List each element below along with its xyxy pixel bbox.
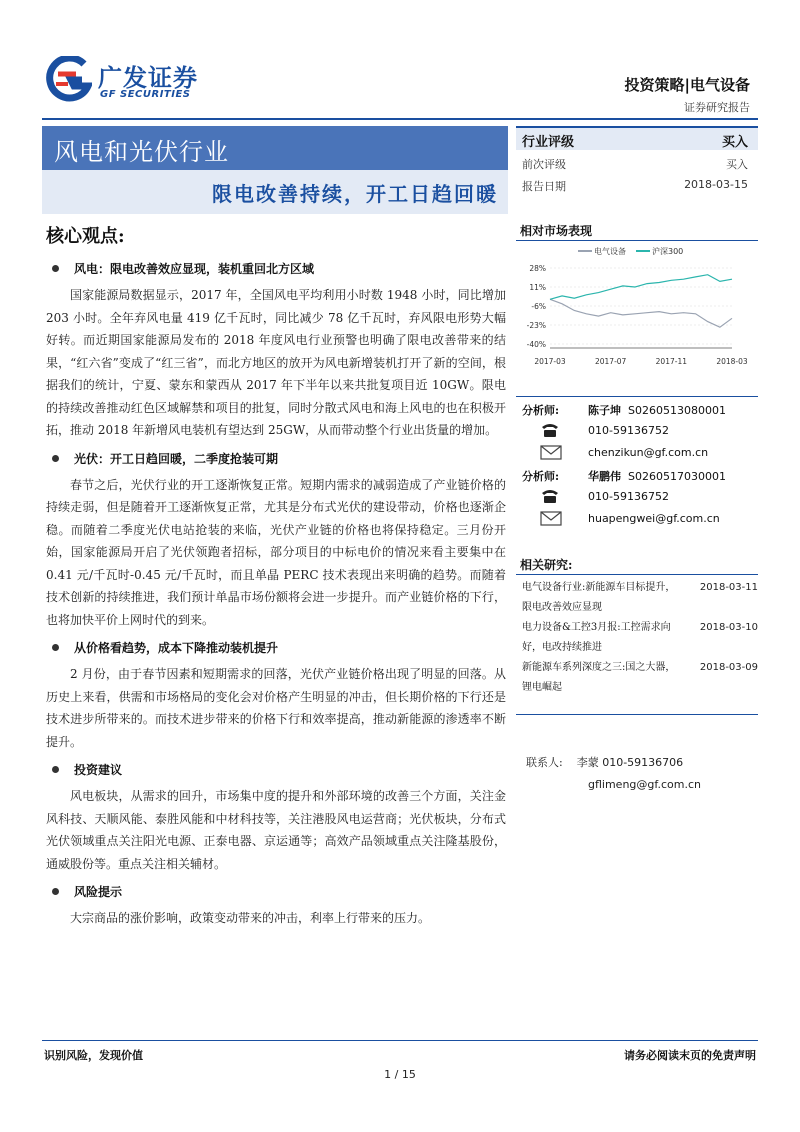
- related-heading-rule: [516, 574, 758, 575]
- analyst-card-2: [522, 464, 758, 530]
- analyst-email-row: [522, 508, 758, 530]
- analyst-email[interactable]: huapengwei@gf.com.cn: [588, 512, 720, 525]
- analyst-label: 分析师:: [522, 404, 560, 417]
- series-line-sector: [550, 299, 732, 327]
- page-number: 1 / 15: [384, 1068, 416, 1081]
- section-paragraph-invest: 风电板块，从需求的回升，市场集中度的提升和外部环境的改善三个方面，关注金风科技、天顺风能、泰胜风能和中材科技等，关注港股风电运营商；光伏板块，分布式光伏领域重点关注阳光电源、正泰电器、京运通等；高效产品领域重点关注隆基股份，通威股份等。重点关注相关辅材。: [46, 789, 506, 871]
- email-icon: [540, 444, 562, 460]
- section-heading-text: 光伏：开工日趋回暖，二季度抢装可期: [74, 451, 279, 466]
- related-heading: 相关研究:: [520, 558, 573, 572]
- analyst-phone: 010-59136752: [588, 424, 669, 437]
- rating-label: 行业评级: [522, 135, 575, 150]
- section-paragraph-pv: 春节之后，光伏行业的开工逐渐恢复正常。短期内需求的减弱造成了产业链价格的持续走弱，但是随着开工逐渐恢复正常，尤其是分布式光伏的建设带动，价格也逐渐企稳。而随着二季度光伏电站抢装的来临，光伏产业链的价格也将保持稳定。三月份开始，国家能源局开启了光伏领跑者招标，部分项目的中标电价的情况来看主要集中在 0.41 元/千瓦时-0.45 元/千瓦时，而且单晶 PERC 技术表现出来明确的趋势。而随着技术创新的持续推进，我们预计单晶市场份额将会进一步提升。而产业链价格的下行，也将加快平价上网时代的到来。: [46, 477, 506, 627]
- contact-name-phone: 李蒙 010-59136706: [576, 756, 684, 769]
- x-tick-label: 2017-11: [655, 357, 688, 366]
- rating-value: 买入: [721, 135, 748, 150]
- analyst-rule: [516, 396, 758, 397]
- report-date-row: [516, 172, 758, 194]
- series-line-index: [550, 275, 732, 300]
- phone-icon: [540, 422, 560, 438]
- main-content: [46, 222, 506, 936]
- company-logo: [44, 56, 214, 106]
- section-heading-text: 从价格看趋势，成本下降推动装机提升: [74, 641, 279, 655]
- related-item-date: 2018-03-09: [699, 662, 758, 673]
- prev-rating-label: 前次评级: [522, 158, 566, 171]
- market-heading-rule: [516, 240, 758, 241]
- analyst-card-1: [522, 398, 758, 464]
- section-heading-text: 风险提示: [74, 885, 123, 899]
- bullet-dot: [52, 644, 59, 651]
- gf-logo-icon: [44, 56, 92, 104]
- contact-email[interactable]: gflimeng@gf.com.cn: [588, 778, 701, 791]
- analyst-email-row: [522, 442, 758, 464]
- related-item[interactable]: [522, 618, 758, 658]
- bullet-dot: [52, 766, 59, 773]
- analyst-name-row: [522, 398, 758, 420]
- x-axis-ticks: [534, 357, 748, 366]
- analyst-phone-row: [522, 486, 758, 508]
- footer-slogan: 识别风险，发现价值: [44, 1049, 143, 1062]
- rating-box: [516, 126, 758, 194]
- bullet-dot: [52, 265, 59, 272]
- section-heading-price: [46, 637, 506, 659]
- legend-label-index: 沪深300: [652, 247, 684, 256]
- chart-gridlines: [550, 268, 732, 344]
- footer-divider: [42, 1040, 758, 1041]
- analyst-email[interactable]: chenzikun@gf.com.cn: [588, 446, 709, 459]
- bullet-dot: [52, 455, 59, 462]
- section-heading-wind: [46, 258, 506, 280]
- logo-chinese-name: 广发证券: [98, 64, 198, 92]
- market-heading: 相对市场表现: [520, 224, 593, 238]
- related-item-title: 电气设备行业:新能源车目标提升，限电改善效应显现: [522, 582, 676, 613]
- x-tick-label: 2017-03: [534, 357, 566, 366]
- prev-rating-value: 买入: [726, 158, 748, 171]
- section-heading-invest: [46, 759, 506, 781]
- analyst-license: S0260513080001: [628, 404, 726, 417]
- industry-rating-row: [516, 126, 758, 150]
- footer-disclaimer: 请务必阅读末页的免责声明: [624, 1049, 756, 1062]
- analyst-name-license: [588, 402, 726, 418]
- related-item-title: 新能源车系列深度之三:国之大器，锂电崛起: [522, 662, 676, 693]
- related-item[interactable]: [522, 578, 758, 618]
- x-tick-label: 2017-07: [594, 357, 627, 366]
- industry-title: 风电和光伏行业: [54, 138, 229, 166]
- report-type: 证券研究报告: [684, 101, 750, 114]
- report-category: 投资策略|电气设备: [624, 76, 750, 94]
- logo-english-name: GF SECURITIES: [100, 89, 191, 100]
- section-heading-text: 风电：限电改善效应显现，装机重回北方区域: [74, 262, 315, 276]
- header-right: [625, 74, 750, 115]
- related-item-title: 电力设备&工控3月报:工控需求向好，电改持续推进: [522, 622, 671, 653]
- related-research-list: [522, 578, 758, 698]
- contact-row: [526, 752, 701, 774]
- y-tick-label: -6%: [531, 302, 546, 311]
- y-tick-label: 11%: [529, 283, 546, 292]
- report-date-label: 报告日期: [522, 180, 566, 193]
- headline-bar: [42, 170, 508, 214]
- relative-performance-chart: [518, 242, 758, 368]
- email-icon: [540, 510, 562, 526]
- analyst-phone-row: [522, 420, 758, 442]
- legend-label-sector: 电气设备: [594, 247, 626, 256]
- report-headline: 限电改善持续，开工日趋回暖: [212, 182, 498, 206]
- related-item[interactable]: [522, 658, 758, 698]
- section-paragraph-wind: 国家能源局数据显示，2017 年，全国风电平均利用小时数 1948 小时，同比增加 203 小时。全年弃风电量 419 亿千瓦时，同比减少 78 亿千瓦时，弃风限电形势大幅好转。而近期国家能源局发布的 2018 年度风电行业预警也明确了限电改善带来的结果，“红六省”变成了“红三省”，而北方地区的放开为风电新增装机打开了新的空间，根据我们的统计，宁夏、蒙东和蒙西从 2017 年下半年以来共批复项目近 10GW。限电的持续改善推动红色区域解禁和项目的批复，同时分散式风电和海上风电的也在积极开拓，推动 2018 年新增风电装机有望达到 25GW，从而带动整个行业出货量的增加。: [46, 288, 506, 437]
- contact-email-row: [526, 774, 701, 796]
- y-axis-ticks: [527, 264, 546, 349]
- core-views-title: 核心观点:: [46, 226, 125, 247]
- chart-legend: [578, 246, 683, 256]
- analyst-name-license: [588, 468, 726, 484]
- analyst-license: S0260517030001: [628, 470, 726, 483]
- analyst-name: 华鹏伟: [588, 470, 621, 483]
- analyst-name: 陈子坤: [588, 404, 621, 417]
- analyst-name-row: [522, 464, 758, 486]
- phone-icon: [540, 488, 560, 504]
- section-heading-pv: [46, 448, 506, 470]
- report-date-value: 2018-03-15: [684, 178, 748, 191]
- y-tick-label: 28%: [529, 264, 546, 273]
- industry-title-bar: [42, 126, 508, 170]
- x-tick-label: 2018-03: [716, 357, 748, 366]
- related-bottom-rule: [516, 714, 758, 715]
- section-heading-risk: [46, 881, 506, 903]
- contact-label: 联系人:: [526, 756, 563, 769]
- section-paragraph-price: 2 月份，由于春节因素和短期需求的回落，光伏产业链价格出现了明显的回落。从历史上来看，供需和市场格局的变化会对价格产生明显的冲击，但长期价格的下行还是技术进步所带来的。而技术进步带来的价格下行和效率提高，推动新能源的渗透率不断提升。: [46, 667, 506, 749]
- prev-rating-row: [516, 150, 758, 172]
- contact-block: [526, 752, 701, 796]
- analyst-label: 分析师:: [522, 470, 560, 483]
- y-tick-label: -40%: [526, 340, 546, 349]
- related-item-date: 2018-03-11: [699, 582, 758, 593]
- header-divider: [42, 118, 758, 120]
- bullet-dot: [52, 888, 59, 895]
- related-item-date: 2018-03-10: [699, 622, 758, 633]
- analyst-phone: 010-59136752: [588, 490, 669, 503]
- section-paragraph-risk: 大宗商品的涨价影响，政策变动带来的冲击，利率上行带来的压力。: [70, 911, 431, 925]
- section-heading-text: 投资建议: [74, 763, 123, 777]
- y-tick-label: -23%: [526, 321, 546, 330]
